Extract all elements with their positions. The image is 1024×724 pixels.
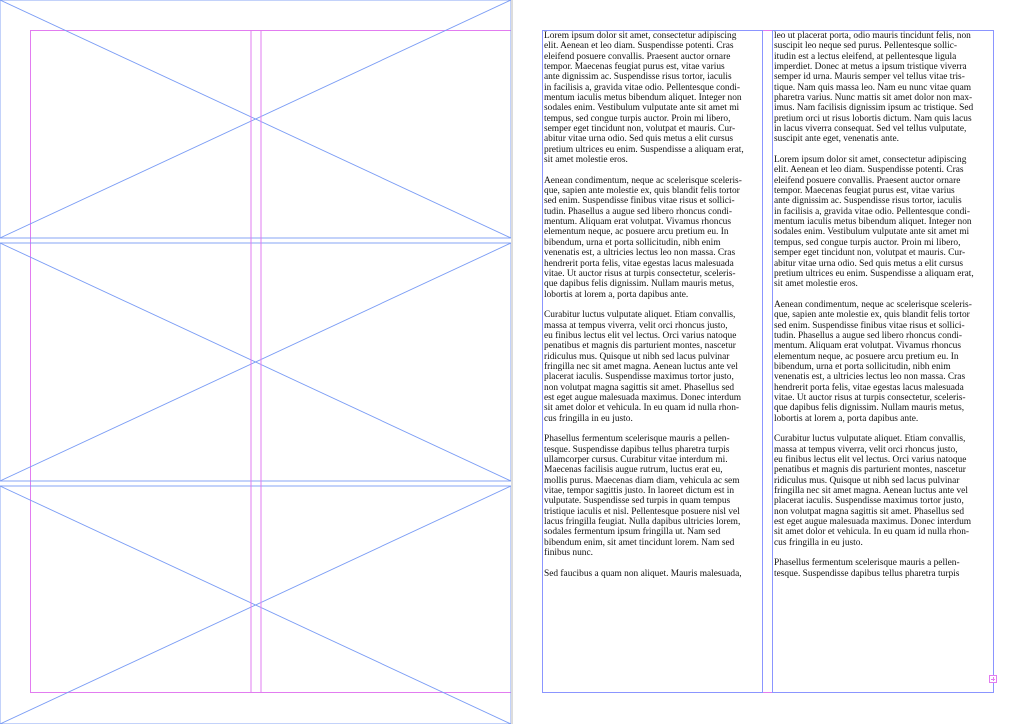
paragraph: Curabitur luctus vulputate aliquet. Etiam convallis, massa at tempus viverra, velit orci rhoncus justo, eu finibus lectus elit vel lectus. Orci varius natoque penatibus et magnis dis parturient montes, nascetur ridiculus mus. Quisque ut nibh sed lacus pulvinar fringilla nec sit amet magna. Aenean luctus ante vel placerat iaculis. Suspendisse maximus tortor justo, non volutpat magna sagittis sit amet. Phasellus sed est eget augue malesuada maximus. Donec interdum sit amet dolor et vehicula. In eu quam id nulla rhon- cus fringilla in eu justo. — [544, 310, 742, 424]
paragraph: Phasellus fermentum scelerisque mauris a pellen- tesque. Suspendisse dapibus tellus pharetra turpis — [774, 558, 960, 579]
placeholder-frames — [0, 0, 511, 724]
overset-text-icon[interactable] — [989, 675, 997, 683]
paragraph: Phasellus fermentum scelerisque mauris a pellen- tesque. Suspendisse dapibus tellus pharetra turpis ullamcorper cursus. Curabitur vitae interdum mi. Maecenas facilisis augue rutrum, luctus erat eu, mollis purus. Maecenas diam diam, vehicula ac sem vitae, tempor sagittis justo. In laoreet dictum est in vulputate. Suspendisse sed turpis in quam tempus tristique iaculis et nisl. Pellentesque posuere nisl vel lacus fringilla feugiat. Nulla dapibus ultricies lorem, sodales fermentum ipsum fringilla ut. Nam sed bibendum enim, sit amet tincidunt lorem. Nam sed finibus nunc. — [544, 434, 741, 559]
text-frame-column-1[interactable] — [542, 30, 763, 693]
paragraph: Aenean condimentum, neque ac scelerisque sceleris- que, sapien ante molestie ex, quis blandit felis tortor sed enim. Suspendisse finibus vitae risus et sollici- tudin. Phasellus a augue sed libero rhoncus condi- mentum. Aliquam erat volutpat. Vivamus rhoncus elementum neque, ac posuere arcu pretium eu. In bibendum, urna et porta sollicitudin, nibh enim venenatis est, a ultricies lectus leo non massa. Cras hendrerit porta felis, vitae egestas lacus malesuada vitae. Ut auctor risus at turpis consectetur, sceleris- que dapibus felis dignissim. Nullam mauris metus, lobortis at lorem a, porta dapibus ante. — [544, 175, 742, 300]
paragraph: Sed faucibus a quam non aliquet. Mauris malesuada, — [544, 568, 742, 579]
text-frame-column-2[interactable] — [772, 30, 994, 693]
paragraph: Lorem ipsum dolor sit amet, consectetur adipiscing elit. Aenean et leo diam. Suspendisse potenti. Cras eleifend posuere convallis. Praesent auctor ornare tempor. Maecenas feugiat purus est, vitae varius ante dignissim ac. Suspendisse risus tortor, iaculis in facilisis a, gravida vitae odio. Pellentesque condi- mentum iaculis metus bibendum aliquet. Integer non sodales enim. Vestibulum vulputate ante sit amet mi tempus, sed congue turpis auctor. Proin mi libero, semper eget tincidunt non, volutpat et mauris. Cur- abitur vitae urna odio. Sed quis metus a elit cursus pretium ultrices eu enim. Suspendisse a aliquam erat, sit amet molestie eros. — [774, 155, 974, 290]
left-page[interactable] — [0, 0, 511, 724]
paragraph: leo ut placerat porta, odio mauris tincidunt felis, non suscipit leo neque sed purus. Pellentesque sollic- itudin est a lectus eleifend, at pellentesque ligula imperdiet. Donec at metus a ipsum tristique viverra semper id urna. Mauris semper vel tellus vitae tris- tique. Nam quis massa leo. Nam eu nunc vitae quam pharetra varius. Nunc mattis sit amet dolor non max- imus. Nam facilisis dignissim ipsum ac tristique. Sed pretium orci ut risus lobortis dictum. Nam quis lacus in lacus viverra consequat. Sed vel tellus vulputate, suscipit ante eget, venenatis ante. — [774, 31, 974, 145]
paragraph: Aenean condimentum, neque ac scelerisque sceleris- que, sapien ante molestie ex, quis blandit felis tortor sed enim. Suspendisse finibus vitae risus et sollici- tudin. Phasellus a augue sed libero rhoncus condi- mentum. Aliquam erat volutpat. Vivamus rhoncus elementum neque, ac posuere arcu pretium eu. In bibendum, urna et porta sollicitudin, nibh enim venenatis est, a ultricies lectus leo non massa. Cras hendrerit porta felis, vitae egestas lacus malesuada vitae. Ut auctor risus at turpis consectetur, sceleris- que dapibus felis dignissim. Nullam mauris metus, lobortis at lorem a, porta dapibus ante. — [774, 299, 972, 424]
right-page[interactable] — [513, 0, 1024, 724]
paragraph: Lorem ipsum dolor sit amet, consectetur adipiscing elit. Aenean et leo diam. Suspendisse potenti. Cras eleifend posuere convallis. Praesent auctor ornare tempor. Maecenas feugiat purus est, vitae varius ante dignissim ac. Suspendisse risus tortor, iaculis in facilisis a, gravida vitae odio. Pellentesque condi- mentum iaculis metus bibendum aliquet. Integer non sodales enim. Vestibulum vulputate ante sit amet mi tempus, sed congue turpis auctor. Proin mi libero, semper eget tincidunt non, volutpat et mauris. Cur- abitur vitae urna odio. Sed quis metus a elit cursus pretium ultrices eu enim. Suspendisse a aliquam erat, sit amet molestie eros. — [544, 31, 744, 166]
paragraph: Curabitur luctus vulputate aliquet. Etiam convallis, massa at tempus viverra, velit orci rhoncus justo, eu finibus lectus elit vel lectus. Orci varius natoque penatibus et magnis dis parturient montes, nascetur ridiculus mus. Quisque ut nibh sed lacus pulvinar fringilla nec sit amet magna. Aenean luctus ante vel placerat iaculis. Suspendisse maximus tortor justo, non volutpat magna sagittis sit amet. Phasellus sed est eget augue malesuada maximus. Donec interdum sit amet dolor et vehicula. In eu quam id nulla rhon- cus fringilla in eu justo. — [774, 434, 972, 548]
